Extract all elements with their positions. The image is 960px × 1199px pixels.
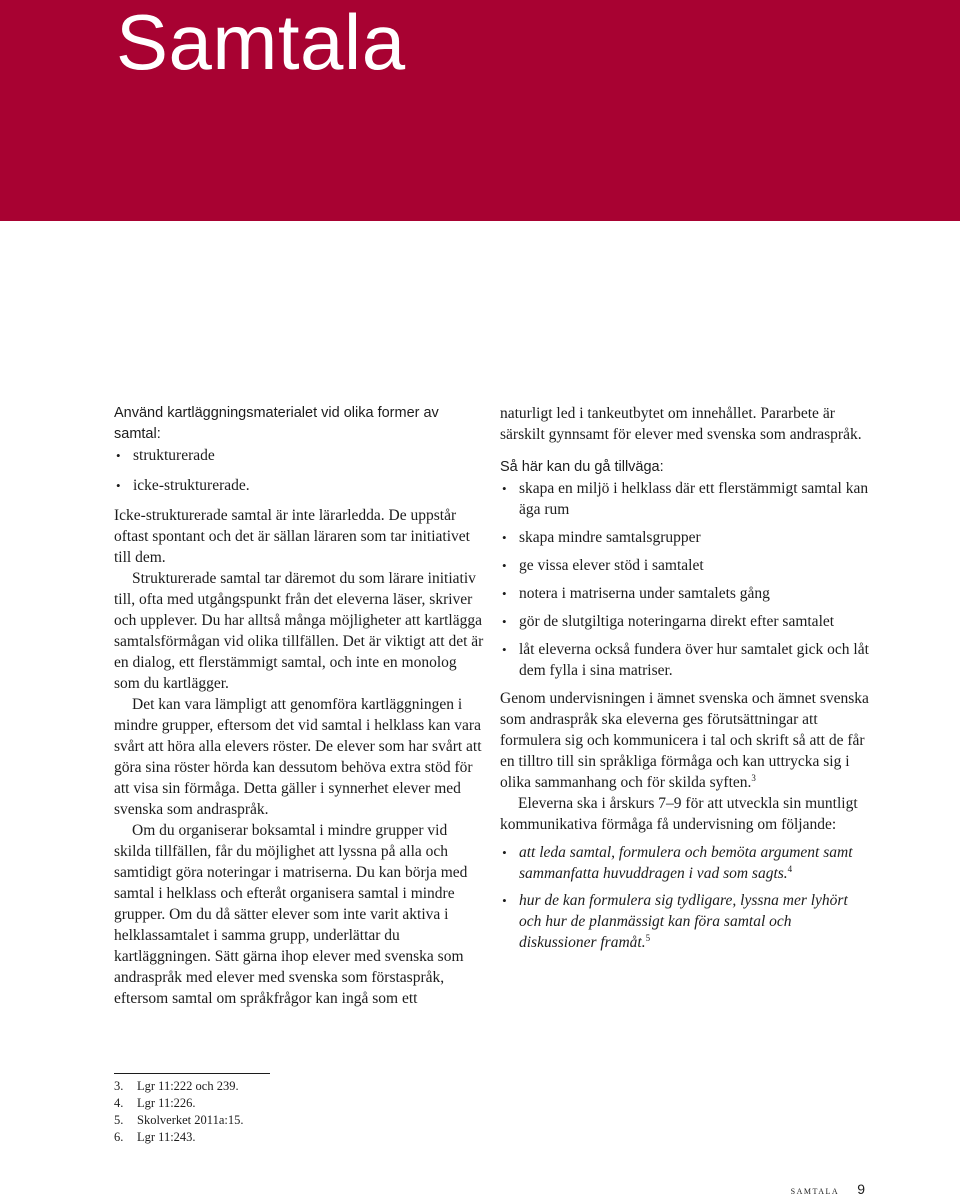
bullet-icon: • (502, 530, 507, 545)
header-banner (0, 0, 960, 221)
paragraph: Icke-strukturerade samtal är inte lärarledda. De uppstår oftast spontant och det är sällan läraren som tar initiativet till dem. (114, 507, 470, 566)
paragraph: Strukturerade samtal tar däremot du som lärare initiativ till, ofta med utgångspunkt från det eleverna läser, skriver och upplever. Du har alltså många möjligheter att kartlägga samtalsförmågan vid olika tillfällen. Det är viktigt att det är en dialog, ett flerstämmigt samtal, och inte en monolog som du kartlägger. (114, 570, 484, 692)
footnote-ref: 3 (751, 773, 756, 783)
intro-heading: Använd kartläggningsmaterialet vid olika former av samtal: (114, 405, 439, 442)
page-number: 9 (857, 1181, 865, 1197)
list-item: • låt eleverna också fundera över hur samtalet gick och låt dem fylla i sina matriser. (502, 641, 869, 679)
list-item: • gör de slutgiltiga noteringarna direkt efter samtalet (502, 613, 835, 630)
footnote: 6. Lgr 11:243. (114, 1130, 196, 1144)
page-footer (700, 1181, 865, 1199)
bullet-icon: • (502, 481, 507, 496)
bullet-icon: • (502, 586, 507, 601)
paragraph: Genom undervisningen i ämnet svenska och ämnet svenska som andraspråk ska eleverna ges förutsättningar att formulera sig och kommunicera i tal och skrift så att de får en tilltro till sin språkliga förmåga och kan uttrycka sig i olika sammanhang och för skilda syften.$^3$ (500, 690, 869, 791)
footnotes (114, 1078, 243, 1146)
list-item: • strukturerade (116, 447, 215, 464)
paragraph: Det kan vara lämpligt att genomföra kartläggningen i mindre grupper, eftersom det vid samtal i helklass kan vara svårt att höra alla elevers röster. De elever som har svårt att göra sina röster hörda kan dessutom behöva extra stöd för att visa sin förmåga. Detta gäller i synnerhet elever med svenska som andraspråk. (114, 696, 482, 818)
list-item: • icke-strukturerade. (116, 477, 250, 494)
goals-list (500, 842, 870, 953)
footnote-ref: 4 (787, 864, 793, 874)
bullet-icon: • (116, 448, 121, 463)
footnote: 3. Lgr 11:222 och 239. (114, 1079, 239, 1093)
paragraph: Om du organiserar boksamtal i mindre grupper vid skilda tillfällen, får du möjlighet att lyssna på alla och samtidigt göra noteringar i matriserna. Du kan börja med samtal i helklass och efteråt organisera samtal i mindre grupper. Om du då sätter elever som inte varit aktiva i helklassamtalet i samma grupp, underlättar du kartläggningen. Sätt gärna ihop elever med svenska som andraspråk med elever med svenska som förstaspråk, eftersom samtal om språkfrågor kan ingå som ett (114, 822, 468, 1007)
bullet-icon: • (116, 478, 121, 493)
list-item: • ge vissa elever stöd i samtalet (502, 557, 704, 574)
list-item: • hur de kan formulera sig tydligare, lyssna mer lyhört och hur de planmässigt kan föra samtal och diskussioner framåt.$^5$ (502, 892, 848, 951)
bullet-icon: • (502, 893, 507, 908)
conversation-forms-list (114, 445, 484, 496)
bullet-icon: • (502, 845, 507, 860)
howto-heading: Så här kan du gå tillväga: (500, 459, 664, 475)
running-title: samtala (790, 1185, 840, 1197)
bullet-icon: • (502, 614, 507, 629)
footnote: 5. Skolverket 2011a:15. (114, 1113, 244, 1127)
list-item: • notera i matriserna under samtalets gång (502, 585, 770, 602)
footnote-divider (114, 1073, 270, 1074)
page-title: Samtala (116, 0, 406, 86)
paragraph: naturligt led i tankeutbytet om innehållet. Pararbete är särskilt gynnsamt för elever med svenska som andraspråk. (500, 405, 862, 443)
footnote-ref: 5 (645, 933, 651, 943)
footnote: 4. Lgr 11:226. (114, 1096, 196, 1110)
list-item: • skapa en miljö i helklass där ett flerstämmigt samtal kan äga rum (502, 480, 869, 518)
paragraph: Eleverna ska i årskurs 7–9 för att utveckla sin muntligt kommunikativa förmåga få undervisning om följande: (500, 795, 858, 833)
bullet-icon: • (502, 558, 507, 573)
bullet-icon: • (502, 642, 507, 657)
left-column (114, 403, 484, 1009)
steps-list (500, 478, 870, 681)
list-item: • att leda samtal, formulera och bemöta argument samt sammanfatta huvuddragen i vad som sagts.$^4$ (502, 844, 853, 882)
right-column (500, 403, 870, 959)
list-item: • skapa mindre samtalsgrupper (502, 529, 701, 546)
